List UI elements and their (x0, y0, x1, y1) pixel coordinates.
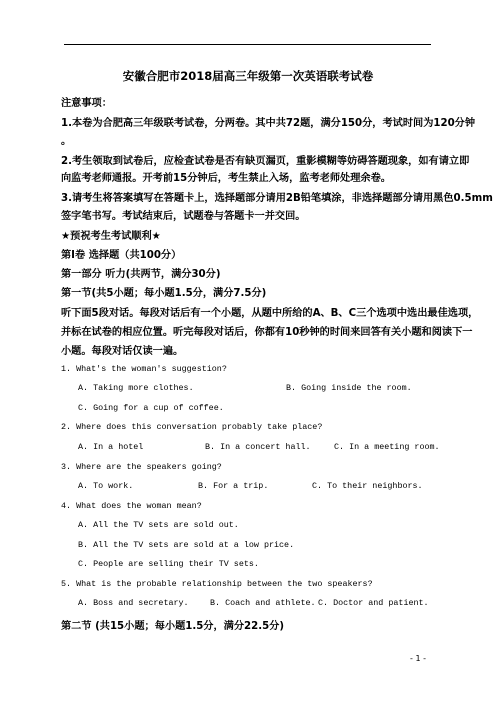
q2-option-b: B. In a concert hall. (205, 442, 311, 452)
instructions-line-2: 并标在试卷的相应位置。听完每段对话后，你都有10秒钟的时间来回答有关小题和阅读下一 (61, 327, 473, 338)
section1-heading: 第一节(共5小题；每小题1.5分，满分7.5分) (61, 288, 267, 299)
question-5: 5. What is the probable relationship between the two speakers? (61, 579, 373, 589)
q3-option-c: C. To their neighbors. (312, 481, 423, 491)
question-1: 1. What's the woman's suggestion? (61, 364, 227, 374)
notice-item-2-cont: 向监考老师通报。开考前15分钟后，考生禁止入场，监考老师处理余卷。 (61, 173, 391, 184)
q5-option-a: A. Boss and secretary. (78, 598, 189, 608)
notice-item-2: 2.考生领取到试卷后，应检查试卷是否有缺页漏页，重影模糊等妨碍答题现象，如有请立即 (61, 156, 470, 167)
q2-option-a: A. In a hotel (78, 442, 144, 452)
q3-option-a: A. To work. (78, 481, 134, 491)
q4-option-a: A. All the TV sets are sold out. (78, 520, 239, 530)
notice-heading: 注意事项： (61, 98, 112, 109)
section2-heading: 第二节 (共15小题；每小题1.5分，满分22.5分) (61, 621, 285, 632)
instructions-line-1: 听下面5段对话。每段对话后有一个小题，从题中所给的A、B、C三个选项中选出最佳选项， (61, 308, 479, 319)
q3-option-b: B. For a trip. (198, 481, 269, 491)
page-number: - 1 - (410, 654, 426, 663)
instructions-line-3: 小题。每段对话仅读一遍。 (61, 346, 184, 357)
q1-option-b: B. Going inside the room. (286, 383, 412, 393)
page-title: 安徽合肥市2018届高三年级第一次英语联考试卷 (122, 69, 374, 83)
notice-item-3-cont: 签字笔书写。考试结束后，试题卷与答题卡一并交回。 (61, 211, 306, 222)
volume-heading: 第Ⅰ卷 选择题（共100分） (61, 250, 182, 261)
part1-heading: 第一部分 听力(共两节，满分30分) (61, 269, 221, 280)
notice-item-1: 1.本卷为合肥高三年级联考试卷，分两卷。其中共72题，满分150分，考试时间为120分钟 (61, 118, 476, 129)
notice-item-3: 3.请考生将答案填写在答题卡上，选择题部分请用2B铅笔填涂，非选择题部分请用黑色0.5mm (61, 193, 493, 204)
q4-option-c: C. People are selling their TV sets. (78, 559, 259, 569)
q1-option-a: A. Taking more clothes. (78, 383, 194, 393)
notice-item-1-cont: 。 (61, 136, 72, 147)
q4-option-b: B. All the TV sets are sold at a low price. (78, 540, 295, 550)
header-rule (64, 44, 431, 45)
question-4: 4. What does the woman mean? (61, 501, 202, 511)
question-3: 3. Where are the speakers going? (61, 462, 222, 472)
question-2: 2. Where does this conversation probably take place? (61, 422, 323, 432)
q5-option-b: B. Coach and athlete. (210, 598, 316, 608)
good-luck-line: ★预祝考生考试顺利★ (61, 231, 161, 242)
q2-option-c: C. In a meeting room. (334, 442, 440, 452)
q5-option-c: C. Doctor and patient. (318, 598, 429, 608)
q1-option-c: C. Going for a cup of coffee. (78, 403, 224, 413)
